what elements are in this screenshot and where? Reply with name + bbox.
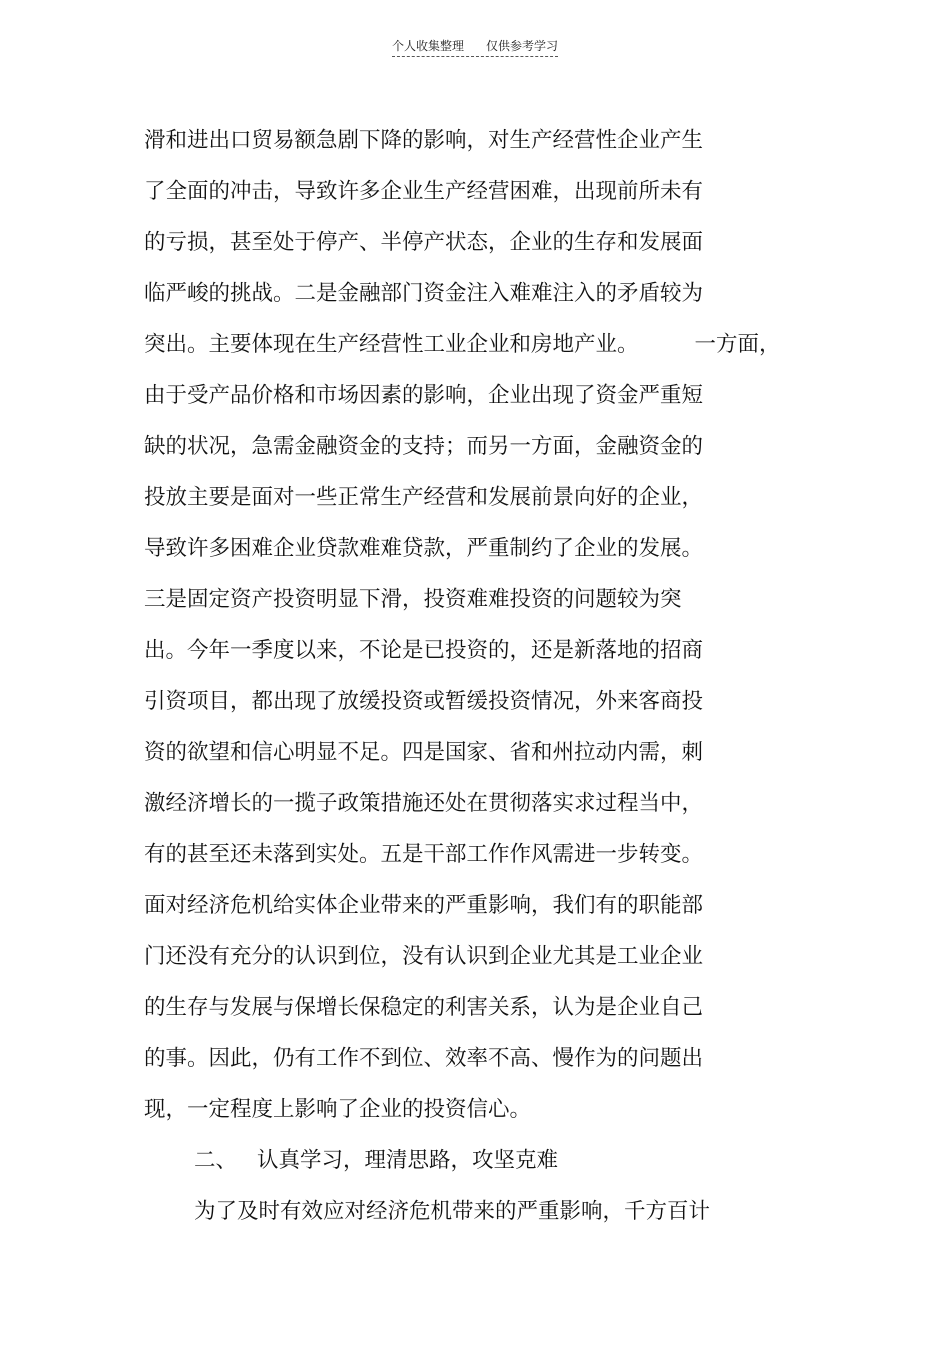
text-line: 激经济增长的一揽子政策措施还处在贯彻落实求过程当中， [144, 791, 704, 816]
text-line: 缺的状况，急需金融资金的支持；而另一方面，金融资金的 [144, 434, 704, 459]
text-line: 的事。因此，仍有工作不到位、效率不高、慢作为的问题出 [144, 1046, 704, 1071]
header-right-text: 仅供参考学习 [486, 39, 559, 53]
section-heading-number: 二、 [194, 1148, 238, 1173]
section-heading [144, 1140, 824, 1191]
text-line [144, 324, 824, 375]
text-line: 投放主要是面对一些正常生产经营和发展前景向好的企业， [144, 485, 704, 510]
text-line: 导致许多困难企业贷款难难贷款，严重制约了企业的发展。 [144, 536, 704, 561]
text-line: 的生存与发展与保增长保稳定的利害关系，认为是企业自己 [144, 995, 704, 1020]
header-text-group [392, 38, 558, 57]
text-segment: 突出。主要体现在生产经营性工业企业和房地产业。 [144, 332, 639, 357]
text-line: 滑和进出口贸易额急剧下降的影响，对生产经营性企业产生 [144, 128, 704, 153]
page-header [0, 38, 950, 57]
text-line: 引资项目，都出现了放缓投资或暂缓投资情况，外来客商投 [144, 689, 704, 714]
text-line: 有的甚至还未落到实处。五是干部工作作风需进一步转变。 [144, 842, 704, 867]
header-left-text: 个人收集整理 [391, 39, 464, 53]
text-line: 资的欲望和信心明显不足。四是国家、省和州拉动内需，刺 [144, 740, 704, 765]
text-line: 临严峻的挑战。二是金融部门资金注入难难注入的矛盾较为 [144, 281, 704, 306]
text-line: 了全面的冲击，导致许多企业生产经营困难，出现前所未有 [144, 179, 704, 204]
text-line: 门还没有充分的认识到位，没有认识到企业尤其是工业企业 [144, 944, 704, 969]
paragraph-first-line: 为了及时有效应对经济危机带来的严重影响，千方百计 [194, 1199, 711, 1224]
text-line: 面对经济危机给实体企业带来的严重影响，我们有的职能部 [144, 893, 704, 918]
section-heading-text: 认真学习，理清思路，攻坚克难 [257, 1148, 559, 1173]
text-line: 出。今年一季度以来，不论是已投资的，还是新落地的招商 [144, 638, 704, 663]
text-line: 三是固定资产投资明显下滑，投资难难投资的问题较为突 [144, 587, 682, 612]
text-line: 由于受产品价格和市场因素的影响，企业出现了资金严重短 [144, 383, 704, 408]
text-line: 现，一定程度上影响了企业的投资信心。 [144, 1097, 532, 1122]
text-segment: 一方面， [694, 332, 781, 357]
document-body [144, 120, 824, 1242]
text-line: 的亏损，甚至处于停产、半停产状态，企业的生存和发展面 [144, 230, 704, 255]
